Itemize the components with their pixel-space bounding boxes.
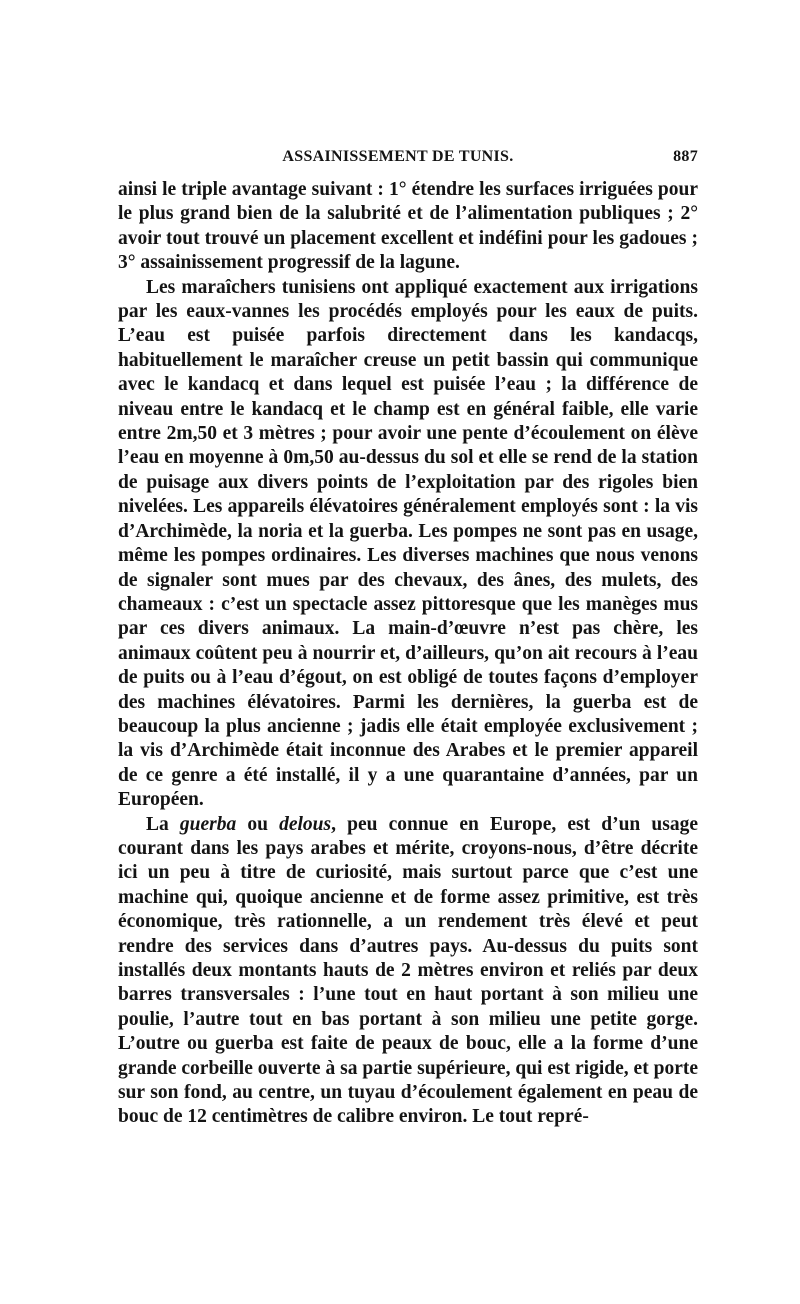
paragraph-3-body: , peu connue en Europe, est d’un usage courant dans les pays arabes et mérite, croyons-nous, d’être décrite ici un peu à titre de curiosité, mais surtout parce que c’est une machine qui, quoique ancienne et de forme assez primitive, est très économique, très rationnelle, a un rendement très élevé et peut rendre des services dans d’autres pays. Au-dessus du puits sont installés deux montants hauts de 2 mètres environ et reliés par deux barres transversales : l’une tout en haut portant à son milieu une poulie, l’autre tout en bas portant à son milieu une petite gorge. L’outre ou guerba est faite de peaux de bouc, elle a la forme d’une grande corbeille ouverte à sa partie supérieure, qui est rigide, et porte sur son fond, au centre, un tuyau d’écoulement également en peau de bouc de 12 centimètres de calibre environ. Le tout repré- [118, 813, 698, 1128]
book-page [118, 148, 698, 1130]
paragraph-1: ainsi le triple avantage suivant : 1° étendre les surfaces irriguées pour le plus grand bien de la salubrité et de l’alimentation publiques ; 2° avoir tout trouvé un placement excellent et indéfini pour les gadoues ; 3° assainissement progressif de la lagune. [118, 179, 698, 274]
running-title: ASSAINISSEMENT DE TUNIS. [282, 148, 514, 165]
term-guerba: guerba [179, 813, 237, 835]
paragraph-3-lead: La [146, 813, 180, 835]
paragraph-2: Les maraîchers tunisiens ont appliqué exactement aux irrigations par les eaux-vannes les procédés employés pour les eaux de puits. L’eau est puisée parfois directement dans les kandacqs, habituellement le maraîcher creuse un petit bassin qui communique avec le kandacq et dans lequel est puisée l’eau ; la différence de niveau entre le kandacq et le champ est en général faible, elle varie entre 2m,50 et 3 mètres ; pour avoir une pente d’écoulement on élève l’eau en moyenne à 0m,50 au-dessus du sol et elle se rend de la station de puisage aux divers points de l’exploitation par des rigoles bien nivelées. Les appareils élévatoires généralement employés sont : la vis d’Archimède, la noria et la guerba. Les pompes ne sont pas en usage, même les pompes ordinaires. Les diverses machines que nous venons de signaler sont mues par des chevaux, des ânes, des mulets, des chameaux : c’est un spectacle assez pittoresque que les manèges mus par ces divers animaux. La main-d’œuvre n’est pas chère, les animaux coûtent peu à nourrir et, d’ailleurs, qu’on ait recours à l’eau de puits ou à l’eau d’égout, on est obligé de toutes façons d’employer des machines élévatoires. Parmi les dernières, la guerba est de beaucoup la plus ancienne ; jadis elle était employée exclusivement ; la vis d’Archimède était inconnue des Arabes et le premier appareil de ce genre a été installé, il y a une quarantaine d’années, par un Européen. [118, 276, 698, 811]
running-head [118, 148, 698, 178]
paragraph-3-mid: ou [236, 813, 280, 835]
term-delous: delous [279, 813, 332, 835]
body-text [118, 178, 698, 1130]
paragraph-3 [118, 813, 698, 1130]
page-number: 887 [673, 148, 698, 165]
